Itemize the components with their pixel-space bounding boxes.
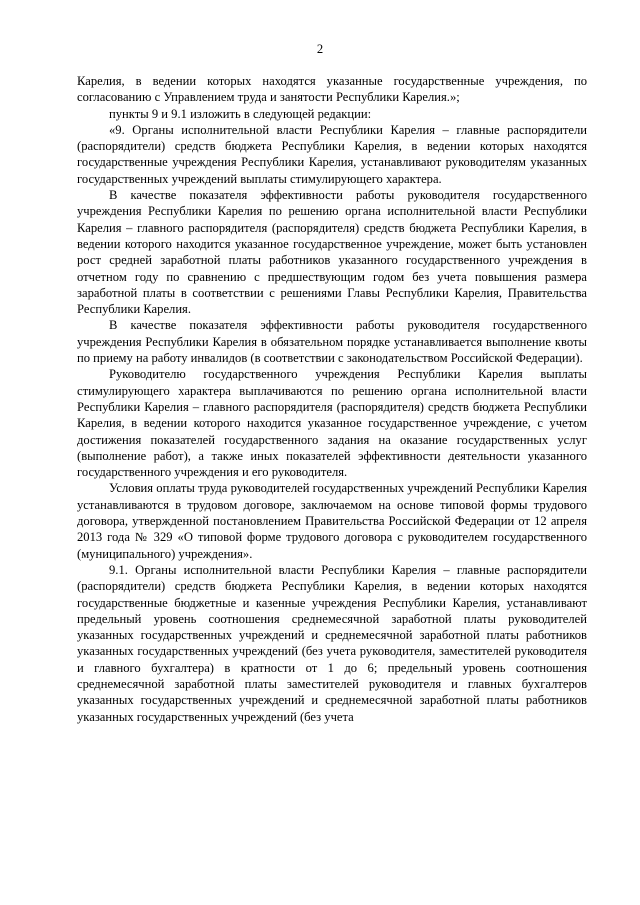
document-body (77, 73, 587, 725)
paragraph: пункты 9 и 9.1 изложить в следующей редакции: (109, 106, 372, 121)
paragraph: В качестве показателя эффективности работы руководителя государственного учреждения Республики Карелия по решению органа исполнительной власти Республики Карелия – главного распорядителя (распорядителя) средств бюджета Республики Карелия, в ведении которого находится указанное государственное учреждение, может быть установлен рост средней заработной платы работников указанного государственного учреждения в отчетном году по сравнению с предшествующим годом без учета повышения размера заработной платы в соответствии с решениями Главы Республики Карелия, Правительства Республики Карелия. (77, 188, 587, 317)
paragraph: «9. Органы исполнительной власти Республики Карелия – главные распорядители (распорядители) средств бюджета Республики Карелия, в ведении которых находятся государственные учреждения Республики Карелия, устанавливают руководителям указанных государственных учреждений выплаты стимулирующего характера. (77, 122, 587, 186)
paragraph: В качестве показателя эффективности работы руководителя государственного учреждения Республики Карелия в обязательном порядке устанавливается выполнение квоты по приему на работу инвалидов (в соответствии с законодательством Российской Федерации). (77, 318, 587, 366)
page-number: 2 (316, 42, 324, 56)
paragraph: Условия оплаты труда руководителей государственных учреждений Республики Карелия устанавливаются в трудовом договоре, заключаемом на основе типовой формы трудового договора, утвержденной постановлением Правительства Российской Федерации от 12 апреля 2013 года № 329 «О типовой форме трудового договора с руководителем государственного (муниципального) учреждения». (77, 481, 587, 561)
paragraph: Карелия, в ведении которых находятся указанные государственные учреждения, по согласованию с Управлением труда и занятости Республики Карелия.»; (77, 74, 587, 105)
paragraph: 9.1. Органы исполнительной власти Республики Карелия – главные распорядители (распорядители) средств бюджета Республики Карелия, в ведении которых находятся государственные бюджетные и казенные учреждения Республики Карелия, устанавливают предельный уровень соотношения среднемесячной заработной платы руководителей указанных государственных учреждений и среднемесячной заработной платы работников указанных государственных учреждений (без учета руководителя, заместителей руководителя и главного бухгалтера) в кратности от 1 до 6; предельный уровень соотношения среднемесячной заработной платы заместителей руководителя и главных бухгалтеров указанных государственных учреждений и среднемесячной заработной платы работников указанных государственных учреждений (без учета (77, 562, 587, 724)
paragraph: Руководителю государственного учреждения Республики Карелия выплаты стимулирующего характера выплачиваются по решению органа исполнительной власти Республики Карелия – главного распорядителя (распорядителя) средств бюджета Республики Карелия, в ведении которого находится указанное государственное учреждение, с учетом достижения показателей государственного задания на оказание государственных услуг (выполнение работ), а также иных показателей эффективности деятельности указанного государственного учреждения и его руководителя. (77, 367, 587, 480)
